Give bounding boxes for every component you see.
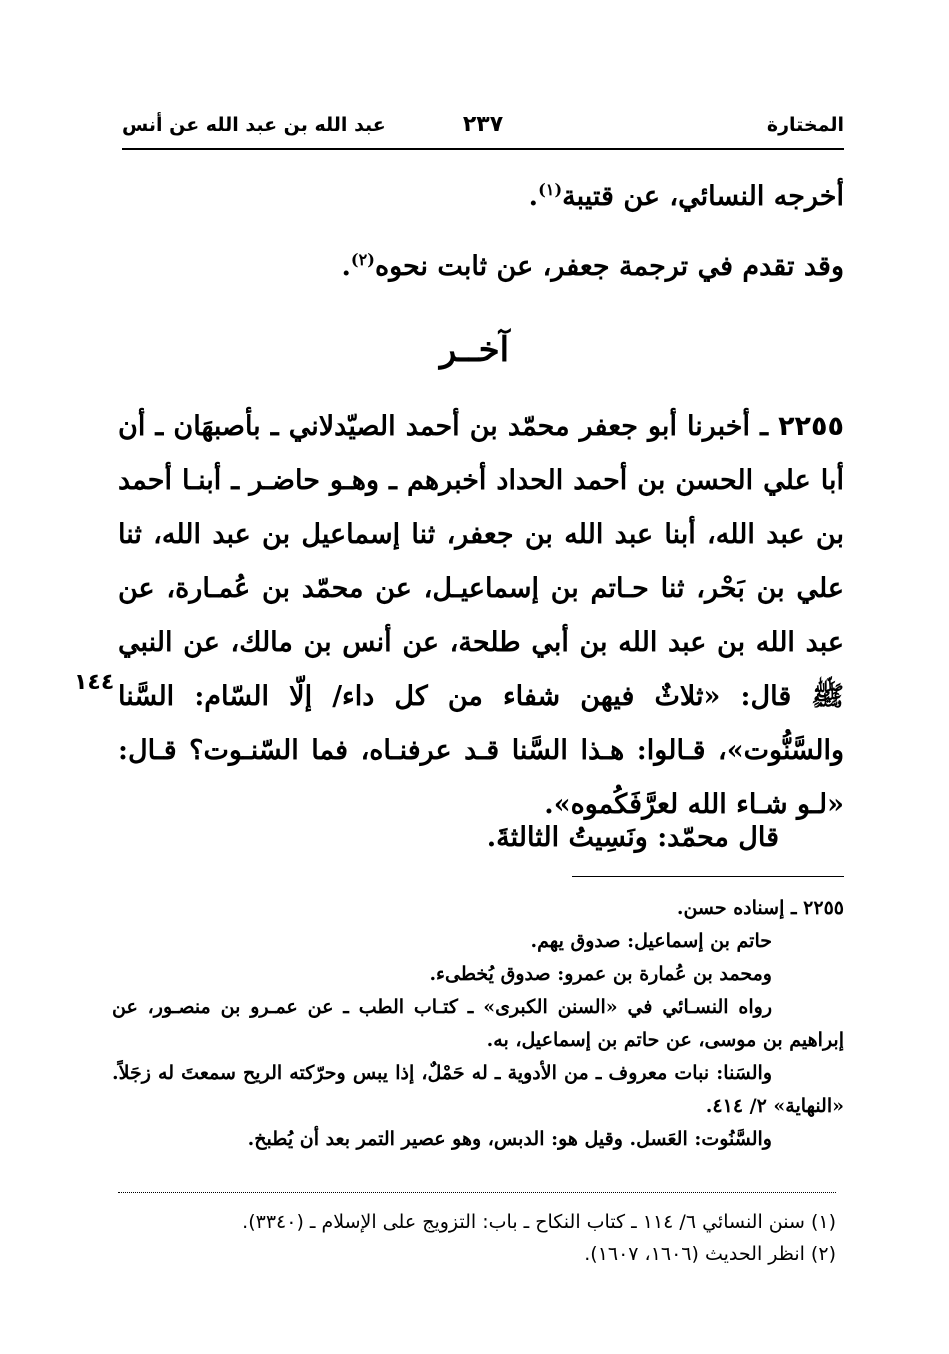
footnote-2: (٢) انظر الحديث (١٦٠٦، ١٦٠٧). [584, 1243, 836, 1265]
hadith-body: ـ أخبرنا أبو جعفر محمّد بن أحمد الصيّدلاني ـ بأصبهَان ـ أن أبا علي الحسن بن أحمد الحداد أخبرهم ـ وهـو حاضـر ـ أبنـا أحمد بن عبد الله، أبنا عبد الله بن جعفر، ثنا إسماعيل بن عبد الله، ثنا علي بن بَحْر، ثنا حـاتم بن إسماعيـل، عن محمّد بن عُمـارة، عن عبد الله بن عبد الله بن أبي طلحة، عن أنس بن مالك، عن النبي ﷺ قال: «ثلاثٌ فيهن شفاء من كل داء/ إلّا السّام: السَّنا والسَّنُّوت»، قـالوا: هـذا السَّنا قـد عرفنـاه، فما السّنـوت؟ قـال: «لـو شـاء الله لعرَّفَكُموه». [118, 411, 844, 820]
notes-divider [572, 876, 844, 877]
note-line: والسَنا: نبات معروف ـ من الأدوية ـ له حَمْلٌ، إذا يبس وحرّكته الريح سمعتَ له زجَلاً. «النهاية» ٢/ ٤١٤. [112, 1062, 844, 1117]
margin-manuscript-ref: ١٤٤ [74, 670, 115, 695]
note-line: والسَّنُوت: العَسل. وقيل هو: الدبس، وهو عصير التمر بعد أن يُطبخ. [247, 1128, 772, 1150]
footnote-ref-2: (٢) [350, 250, 375, 269]
note-line: حاتم بن إسماعيل: صدوق يهم. [530, 930, 772, 952]
page-number: ٢٣٧ [462, 112, 504, 137]
footnote-ref-1: (١) [538, 180, 563, 199]
commentary-notes [112, 892, 844, 1156]
footnote-1: (١) سنن النسائي ٦/ ١١٤ ـ كتاب النكاح ـ باب: التزويج على الإسلام ـ (٣٣٤٠). [242, 1211, 836, 1233]
footnote-divider [118, 1192, 836, 1193]
header-chapter-title: عبد الله بن عبد الله عن أنس [122, 114, 386, 136]
note-line: ٢٢٥٥ ـ إسناده حسن. [676, 897, 844, 919]
header-book-title: المختارة [766, 114, 844, 136]
running-header [122, 108, 844, 150]
hadith-number: ٢٢٥٥ [778, 411, 844, 442]
note-line: رواه النسـائي في «السنن الكبرى» ـ كتـاب الطب ـ عن عمـرو بن منصـور، عن إبراهيم بن موسى، عن حاتم بن إسماعيل، به. [112, 996, 844, 1051]
closing-line: قال محمّد: ونَسِيتُ الثالثةَ. [486, 822, 779, 853]
intro-line-2: وقد تقدم في ترجمة جعفر، عن ثابت نحوه$^{(٢)}$. [341, 250, 844, 282]
hadith-text [118, 400, 844, 832]
section-heading: آخــر [439, 330, 510, 370]
intro-line-1-text: أخرجه النسائي، عن قتيبة [562, 181, 844, 212]
note-line: ومحمد بن عُمارة بن عمرو: صدوق يُخطىء. [429, 963, 772, 985]
intro-line-2-text: وقد تقدم في ترجمة جعفر، عن ثابت نحوه [374, 251, 844, 282]
intro-line-1: أخرجه النسائي، عن قتيبة$^{(١)}$. [528, 180, 844, 212]
footnotes [118, 1206, 836, 1270]
